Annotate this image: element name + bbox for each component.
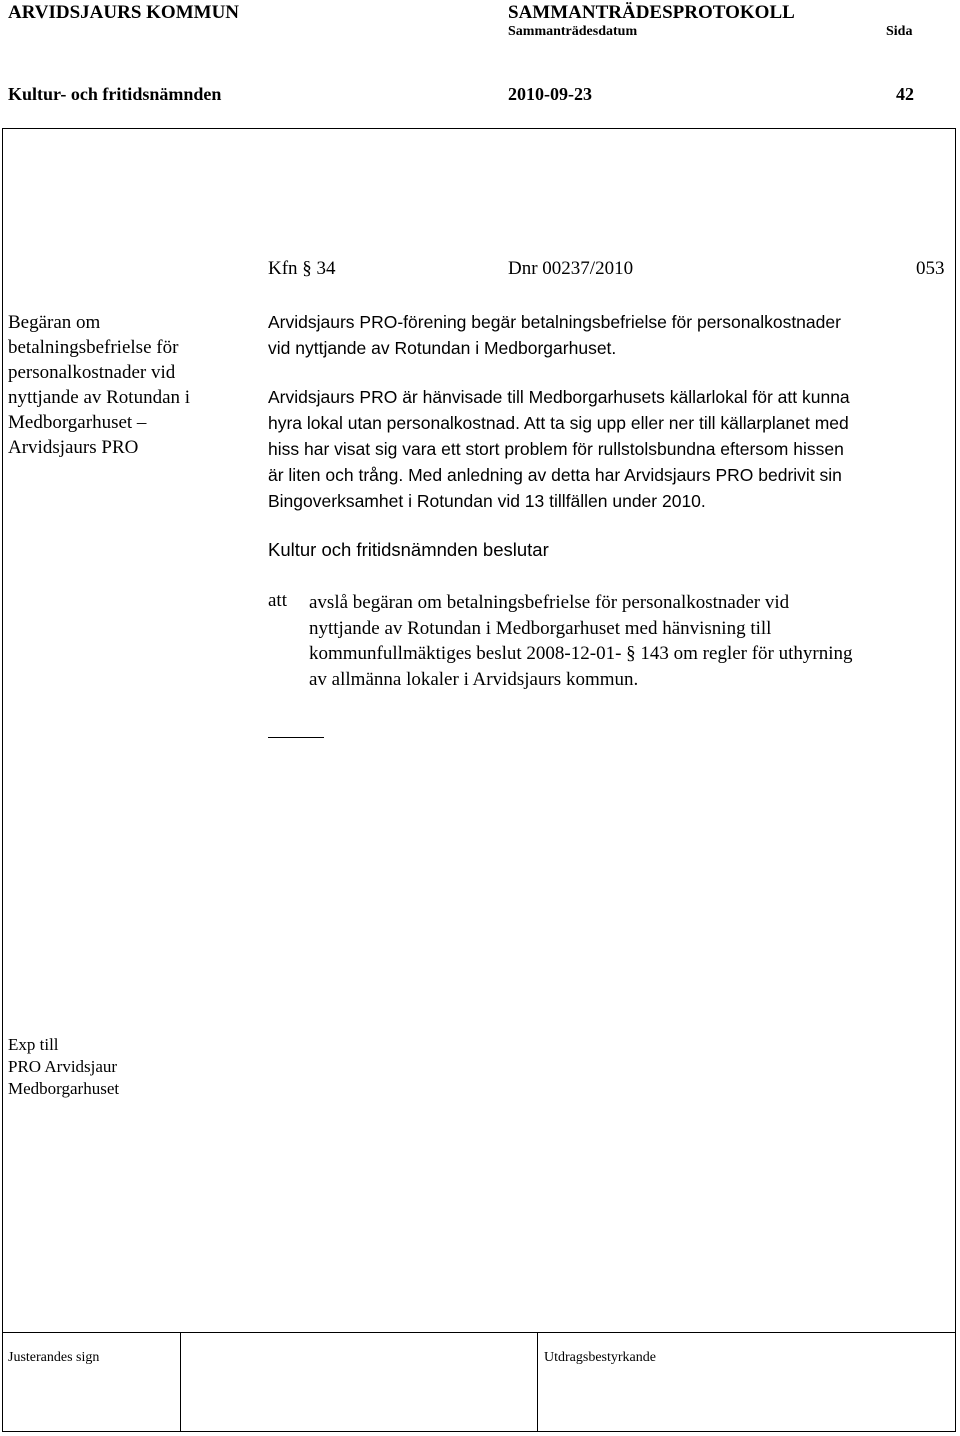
decision-line: avslå begäran om betalningsbefrielse för personalkostnader vid bbox=[309, 592, 790, 613]
distribution-line: Exp till bbox=[8, 1035, 59, 1054]
decision-line: kommunfullmäktiges beslut 2008-12-01- § 143 om regler för uthyrning bbox=[309, 643, 853, 664]
meeting-date: 2010-09-23 bbox=[508, 84, 592, 104]
case-paragraph-number: Kfn § 34 bbox=[268, 258, 336, 279]
case-title-line: personalkostnader vid bbox=[8, 362, 176, 383]
certification-label: Utdragsbestyrkande bbox=[544, 1350, 656, 1365]
paragraph-line: vid nyttjande av Rotundan i Medborgarhuset. bbox=[268, 338, 617, 358]
municipality-name: ARVIDSJAURS KOMMUN bbox=[8, 2, 240, 23]
distribution-line: Medborgarhuset bbox=[8, 1079, 120, 1098]
case-code: 053 bbox=[916, 258, 945, 279]
paragraph-line: Arvidsjaurs PRO-förening begär betalningsbefrielse för personalkostnader bbox=[268, 312, 841, 332]
case-title bbox=[8, 310, 190, 460]
document-type: SAMMANTRÄDESPROTOKOLL bbox=[508, 2, 795, 23]
case-diary-number: Dnr 00237/2010 bbox=[508, 258, 634, 279]
page-label: Sida bbox=[886, 24, 913, 39]
decision-prefix: att bbox=[268, 590, 287, 611]
date-label: Sammanträdesdatum bbox=[508, 24, 638, 39]
paragraph-line: hiss har visat sig vara ett stort problem för rullstolsbundna eftersom hissen bbox=[268, 439, 844, 459]
decision-heading: Kultur och fritidsnämnden beslutar bbox=[268, 539, 549, 560]
case-title-line: Arvidsjaurs PRO bbox=[8, 437, 139, 458]
signature-label: Justerandes sign bbox=[8, 1350, 100, 1365]
case-title-line: Begäran om bbox=[8, 312, 101, 333]
page-number: 42 bbox=[896, 84, 914, 104]
paragraph-line: Arvidsjaurs PRO är hänvisade till Medborgarhusets källarlokal för att kunna bbox=[268, 387, 850, 407]
decision-line: av allmänna lokaler i Arvidsjaurs kommun. bbox=[309, 668, 639, 690]
paragraph-line: är liten och trång. Med anledning av detta har Arvidsjaurs PRO bedrivit sin bbox=[268, 465, 842, 485]
footer-divider bbox=[2, 1332, 956, 1333]
case-title-line: nyttjande av Rotundan i bbox=[8, 387, 191, 408]
distribution-list bbox=[8, 1034, 119, 1100]
paragraph-request bbox=[268, 309, 958, 361]
footer-divider-v2 bbox=[537, 1332, 538, 1432]
footer-divider-v1 bbox=[180, 1332, 181, 1432]
end-rule bbox=[268, 737, 324, 738]
paragraph-background bbox=[268, 384, 958, 514]
case-title-line: Medborgarhuset – bbox=[8, 412, 147, 433]
paragraph-line: Bingoverksamhet i Rotundan vid 13 tillfällen under 2010. bbox=[268, 491, 706, 511]
committee-name: Kultur- och fritidsnämnden bbox=[8, 84, 222, 104]
case-title-line: betalningsbefrielse för bbox=[8, 337, 179, 358]
distribution-line: PRO Arvidsjaur bbox=[8, 1057, 118, 1076]
decision-text bbox=[309, 590, 853, 692]
paragraph-line: hyra lokal utan personalkostnad. Att ta sig upp eller ner till källarplanet med bbox=[268, 413, 849, 433]
decision-line: nyttjande av Rotundan i Medborgarhuset med hänvisning till bbox=[309, 617, 772, 639]
